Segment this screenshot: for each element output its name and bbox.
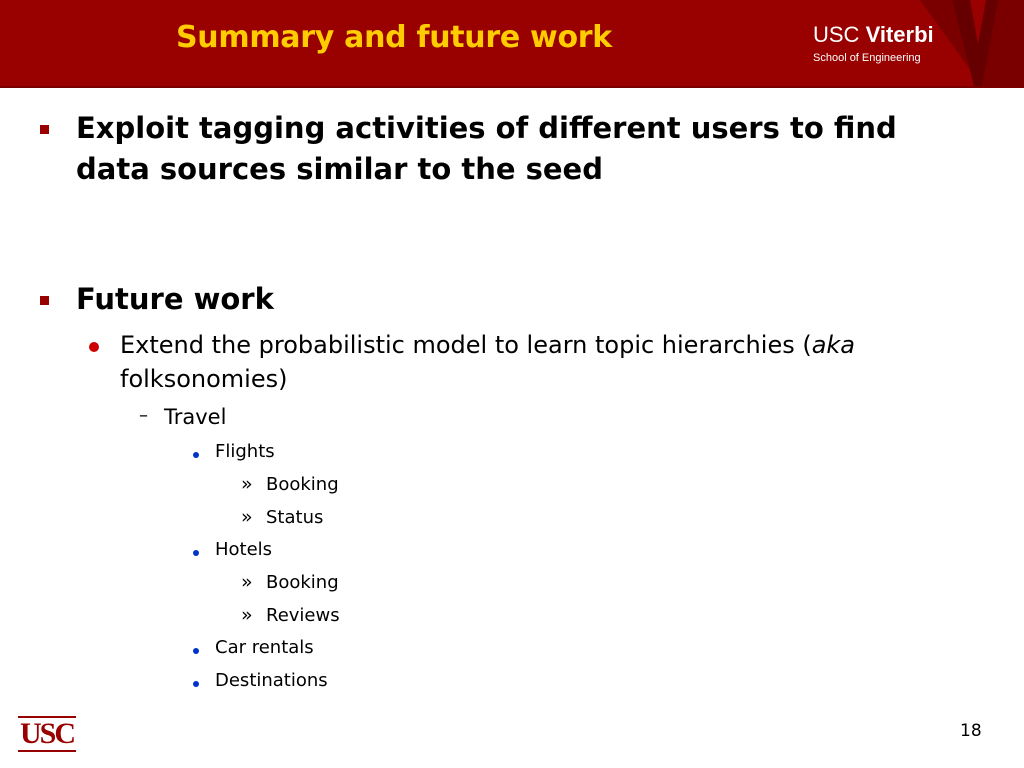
school-of-engineering-text: School of Engineering [813, 52, 921, 64]
usc-footer-logo: USC [20, 717, 75, 750]
usc-viterbi-wordmark: USC Viterbi [813, 22, 934, 47]
raquo-bullet-icon: » [241, 571, 253, 593]
blue-dot-bullet-icon [193, 452, 199, 458]
red-dot-bullet-icon [89, 342, 99, 352]
bullet-2-heading: Future work [76, 282, 274, 316]
future-work-item-line-1: Extend the probabilistic model to learn topic hierarchies (aka [120, 331, 856, 359]
dash-bullet-icon: – [139, 405, 148, 426]
raquo-bullet-icon: » [241, 473, 253, 495]
slide-header [0, 0, 1024, 88]
blue-dot-bullet-icon [193, 550, 199, 556]
topic-flights-booking: Booking [266, 474, 339, 495]
raquo-bullet-icon: » [241, 506, 253, 528]
topic-hotels: Hotels [215, 539, 273, 560]
blue-dot-bullet-icon [193, 681, 199, 687]
square-bullet-icon [40, 296, 49, 305]
blue-dot-bullet-icon [193, 648, 199, 654]
topic-travel: Travel [164, 405, 227, 429]
slide-title: Summary and future work [176, 20, 612, 55]
raquo-bullet-icon: » [241, 604, 253, 626]
square-bullet-icon [40, 125, 49, 134]
usc-viterbi-logo [802, 0, 1024, 86]
bullet-1-line-1: Exploit tagging activities of different users to find [76, 111, 897, 145]
topic-hotels-reviews: Reviews [266, 605, 340, 626]
topic-hotels-booking: Booking [266, 572, 339, 593]
topic-car-rentals: Car rentals [215, 637, 314, 658]
page-number: 18 [960, 721, 982, 741]
bullet-1-line-2: data sources similar to the seed [76, 152, 603, 186]
topic-flights: Flights [215, 441, 275, 462]
future-work-item-line-2: folksonomies) [120, 365, 288, 393]
topic-flights-status: Status [266, 507, 324, 528]
topic-destinations: Destinations [215, 670, 328, 691]
